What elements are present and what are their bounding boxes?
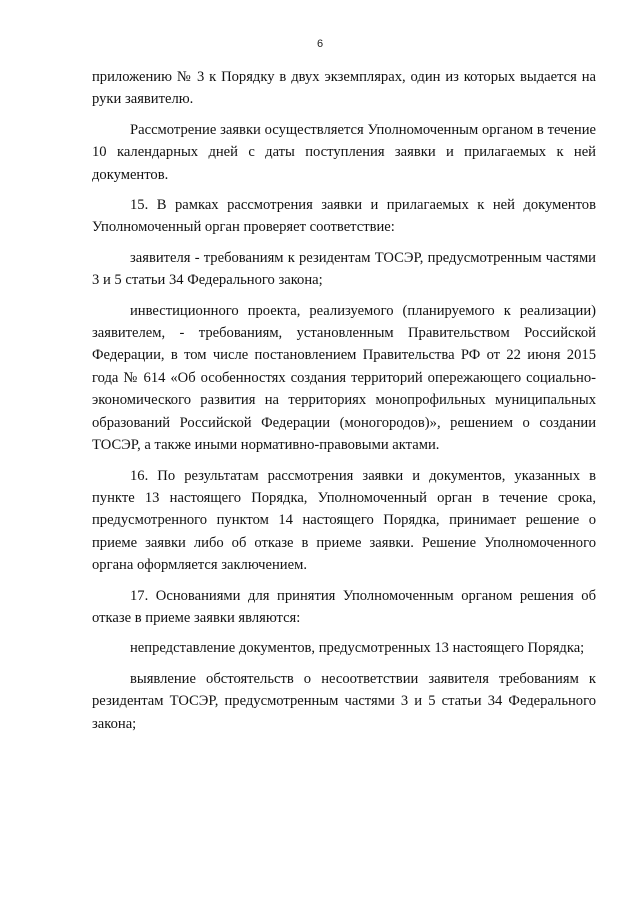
document-body bbox=[92, 66, 596, 743]
paragraph-clause-15: 15. В рамках рассмотрения заявки и прилагаемых к ней документов Уполномоченный орган проверяет соответствие: bbox=[92, 197, 596, 236]
paragraph-non-compliance: выявление обстоятельств о несоответствии заявителя требованиям к резидентам ТОСЭР, предусмотренным частями 3 и 5 статьи 34 Федерального закона; bbox=[92, 670, 596, 732]
paragraph-project-compliance: инвестиционного проекта, реализуемого (планируемого к реализации) заявителем, - требованиям, установленным Правительством Российской Федерации, в том числе постановлением Правительства РФ от 22 июня 2015 года № 614 «Об особенностях создания территорий опережающего социально-экономического развития на территориях монопрофильных муниципальных образований Российской Федерации (моногородов)», решением о создании ТОСЭР, а также иными нормативно-правовыми актами. bbox=[92, 302, 596, 454]
paragraph-review-period: Рассмотрение заявки осуществляется Уполномоченным органом в течение 10 календарных дней с даты поступления заявки и прилагаемых к ней документов. bbox=[92, 121, 596, 183]
paragraph-clause-17: 17. Основаниями для принятия Уполномоченным органом решения об отказе в приеме заявки являются: bbox=[92, 587, 596, 626]
paragraph-missing-documents: непредставление документов, предусмотренных 13 настоящего Порядка; bbox=[130, 640, 585, 657]
page-number: 6 bbox=[316, 38, 324, 50]
paragraph-continuation: приложению № 3 к Порядку в двух экземплярах, один из которых выдается на руки заявителю. bbox=[92, 69, 596, 108]
paragraph-clause-16: 16. По результатам рассмотрения заявки и документов, указанных в пункте 13 настоящего Порядка, Уполномоченный орган в течение срока, предусмотренного пунктом 14 настоящего Порядка, принимает решение о приеме заявки либо об отказе в приеме заявки. Решение Уполномоченного органа оформляется заключением. bbox=[92, 467, 596, 574]
paragraph-applicant-compliance: заявителя - требованиям к резидентам ТОСЭР, предусмотренным частями 3 и 5 статьи 34 Федерального закона; bbox=[92, 249, 596, 289]
